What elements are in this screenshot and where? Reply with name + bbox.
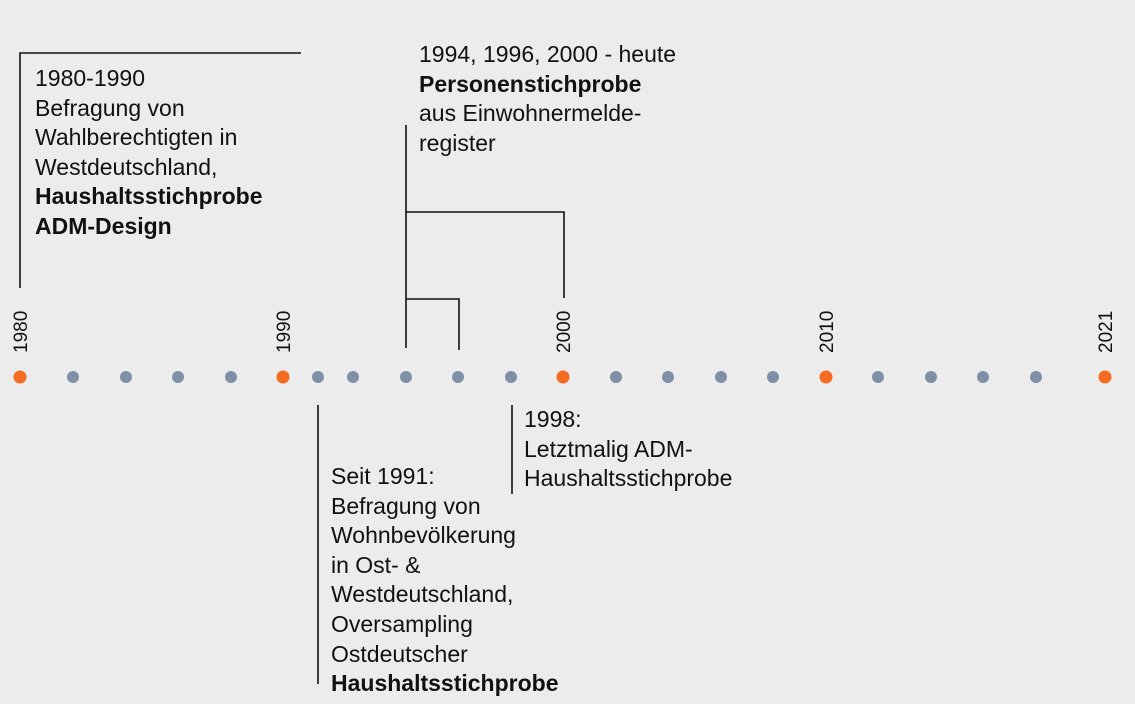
annotation-text: Wahlberechtigten in <box>35 124 238 151</box>
annotation-text: Wohnbevölkerung <box>331 522 516 549</box>
minor-dot <box>452 371 464 383</box>
minor-dot <box>172 371 184 383</box>
annotation-bold-text: Haushaltsstichprobe <box>331 670 559 697</box>
major-dot <box>1099 371 1112 384</box>
annotation-text: Seit 1991: <box>331 463 435 489</box>
minor-dot <box>505 371 517 383</box>
minor-dot <box>610 371 622 383</box>
annotation-text: Letztmalig ADM- <box>524 435 693 462</box>
year-label: 1980 <box>11 310 32 353</box>
major-dot <box>820 371 833 384</box>
year-label: 2000 <box>554 310 575 353</box>
minor-dot <box>715 371 727 383</box>
annotation-seit-1991 <box>331 462 559 699</box>
minor-dot <box>67 371 79 383</box>
annotation-text: Oversampling <box>331 610 473 637</box>
connector-line <box>406 299 459 350</box>
connector-line <box>406 212 564 298</box>
annotation-text: register <box>419 129 496 156</box>
major-dot <box>557 371 570 384</box>
annotation-bold-text: Haushaltsstichprobe <box>35 183 263 210</box>
minor-dot <box>347 371 359 383</box>
annotation-1994-heute <box>419 40 676 158</box>
annotation-text: Westdeutschland, <box>331 581 514 608</box>
major-dot <box>277 371 290 384</box>
annotation-text: in Ost- & <box>331 551 421 578</box>
minor-dot <box>120 371 132 383</box>
year-label: 2010 <box>817 310 838 353</box>
timeline-dots <box>14 371 1112 384</box>
annotation-text: Westdeutschland, <box>35 153 218 180</box>
annotation-text: aus Einwohnermelde- <box>419 100 642 127</box>
minor-dot <box>225 371 237 383</box>
annotation-1998 <box>524 405 732 494</box>
year-labels <box>11 311 1117 353</box>
minor-dot <box>767 371 779 383</box>
minor-dot <box>925 371 937 383</box>
annotation-text: Haushaltsstichprobe <box>524 465 733 492</box>
minor-dot <box>312 371 324 383</box>
minor-dot <box>400 371 412 383</box>
annotation-text: 1994, 1996, 2000 - heute <box>419 41 677 67</box>
minor-dot <box>1030 371 1042 383</box>
annotation-text: Befragung von <box>331 492 481 519</box>
annotation-bold-text: ADM-Design <box>35 212 172 239</box>
minor-dot <box>872 371 884 383</box>
annotation-text: 1980-1990 <box>35 65 145 91</box>
minor-dot <box>977 371 989 383</box>
annotation-text: Ostdeutscher <box>331 640 468 667</box>
annotation-1980-1990 <box>35 64 263 242</box>
major-dot <box>14 371 27 384</box>
minor-dot <box>662 371 674 383</box>
year-label: 2021 <box>1096 310 1117 353</box>
annotation-text: 1998: <box>524 406 582 432</box>
annotation-text: Befragung von <box>35 94 185 121</box>
annotation-bold-text: Personenstichprobe <box>419 70 642 97</box>
year-label: 1990 <box>274 310 295 353</box>
